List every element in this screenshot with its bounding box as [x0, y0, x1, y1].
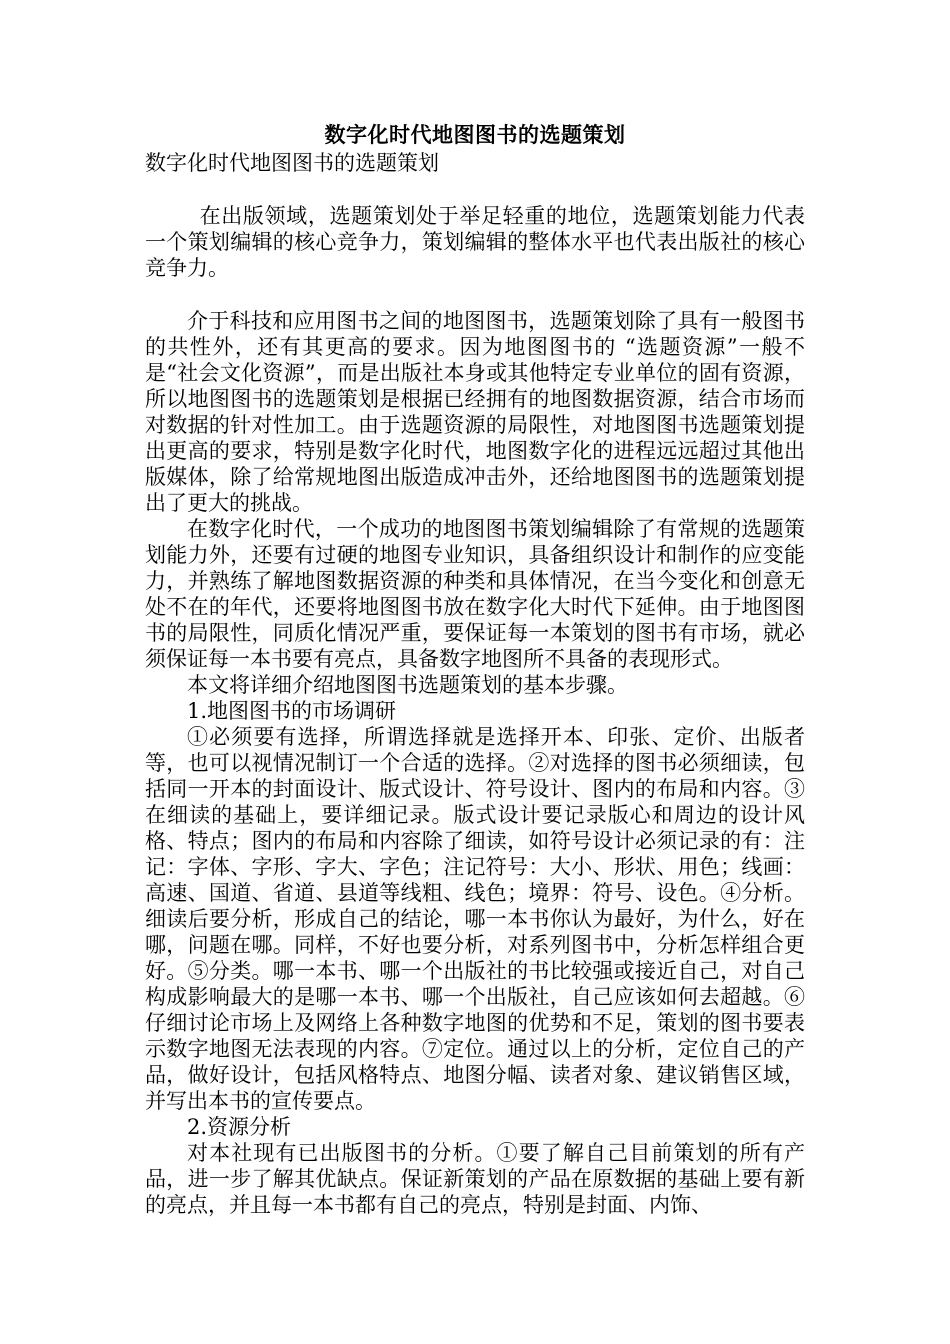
blank-line [145, 281, 805, 308]
section-heading-market-research: 1.地图图书的市场调研 [187, 699, 397, 723]
document-page [145, 120, 805, 1218]
paragraph-resource-analysis: 对本社现有已出版图书的分析。①要了解自己目前策划的所有产品，进一步了解其优缺点。保证新策划的产品在原数据的基础上要有新的亮点，并且每一本书都有自己的亮点，特别是封面、内饰、 [145, 1141, 805, 1217]
blank-line [145, 176, 805, 203]
paragraph-intro: 在出版领域，选题策划处于举足轻重的地位，选题策划能力代表一个策划编辑的核心竞争力，策划编辑的整体水平也代表出版社的核心竞争力。 [145, 204, 805, 280]
paragraph-map-books: 介于科技和应用图书之间的地图图书，选题策划除了具有一般图书的共性外，还有其更高的要求。因为地图图书的 “选题资源”一般不是“社会文化资源”，而是出版社本身或其他特定专业单位的固有资源，所以地图图书的选题策划是根据已经拥有的地图数据资源，结合市场而对数据的针对性加工。由于选题资源的局限性，对地图图书选题策划提出更高的要求，特别是数字化时代，地图数字化的进程远远超过其他出版媒体，除了给常规地图出版造成冲击外，还给地图图书的选题策划提出了更大的挑战。 [145, 309, 805, 515]
document-subtitle: 数字化时代地图图书的选题策划 [145, 151, 439, 175]
section-heading-resource-analysis: 2.资源分析 [187, 1115, 292, 1139]
paragraph-digital-era: 在数字化时代，一个成功的地图图书策划编辑除了有常规的选题策划能力外，还要有过硬的地图专业知识，具备组织设计和制作的应变能力，并熟练了解地图数据资源的种类和具体情况，在当今变化和创意无处不在的年代，还要将地图图书放在数字化大时代下延伸。由于地图图书的局限性，同质化情况严重，要保证每一本策划的图书有市场，就必须保证每一本书要有亮点，具备数字地图所不具备的表现形式。 [145, 517, 805, 671]
document-title: 数字化时代地图图书的选题策划 [324, 122, 626, 147]
paragraph-overview: 本文将详细介绍地图图书选题策划的基本步骤。 [187, 673, 628, 697]
paragraph-market-research: ①必须要有选择，所谓选择就是选择开本、印张、定价、出版者等，也可以视情况制订一个合适的选择。②对选择的图书必须细读，包括同一开本的封面设计、版式设计、符号设计、图内的布局和内容。③在细读的基础上，要详细记录。版式设计要记录版心和周边的设计风格、特点；图内的布局和内容除了细读，如符号设计必须记录的有：注记：字体、字形、字大、字色；注记符号：大小、形状、用色；线画：高速、国道、省道、县道等线粗、线色；境界：符号、设色。④分析。细读后要分析，形成自己的结论，哪一本书你认为最好，为什么，好在哪，问题在哪。同样，不好也要分析，对系列图书中，分析怎样组合更好。⑤分类。哪一本书、哪一个出版社的书比较强或接近自己，对自己构成影响最大的是哪一本书、哪一个出版社，自己应该如何去超越。⑥仔细讨论市场上及网络上各种数字地图的优势和不足，策划的图书要表示数字地图无法表现的内容。⑦定位。通过以上的分析，定位自己的产品，做好设计，包括风格特点、地图分幅、读者对象、建议销售区域，并写出本书的宣传要点。 [145, 725, 805, 1113]
